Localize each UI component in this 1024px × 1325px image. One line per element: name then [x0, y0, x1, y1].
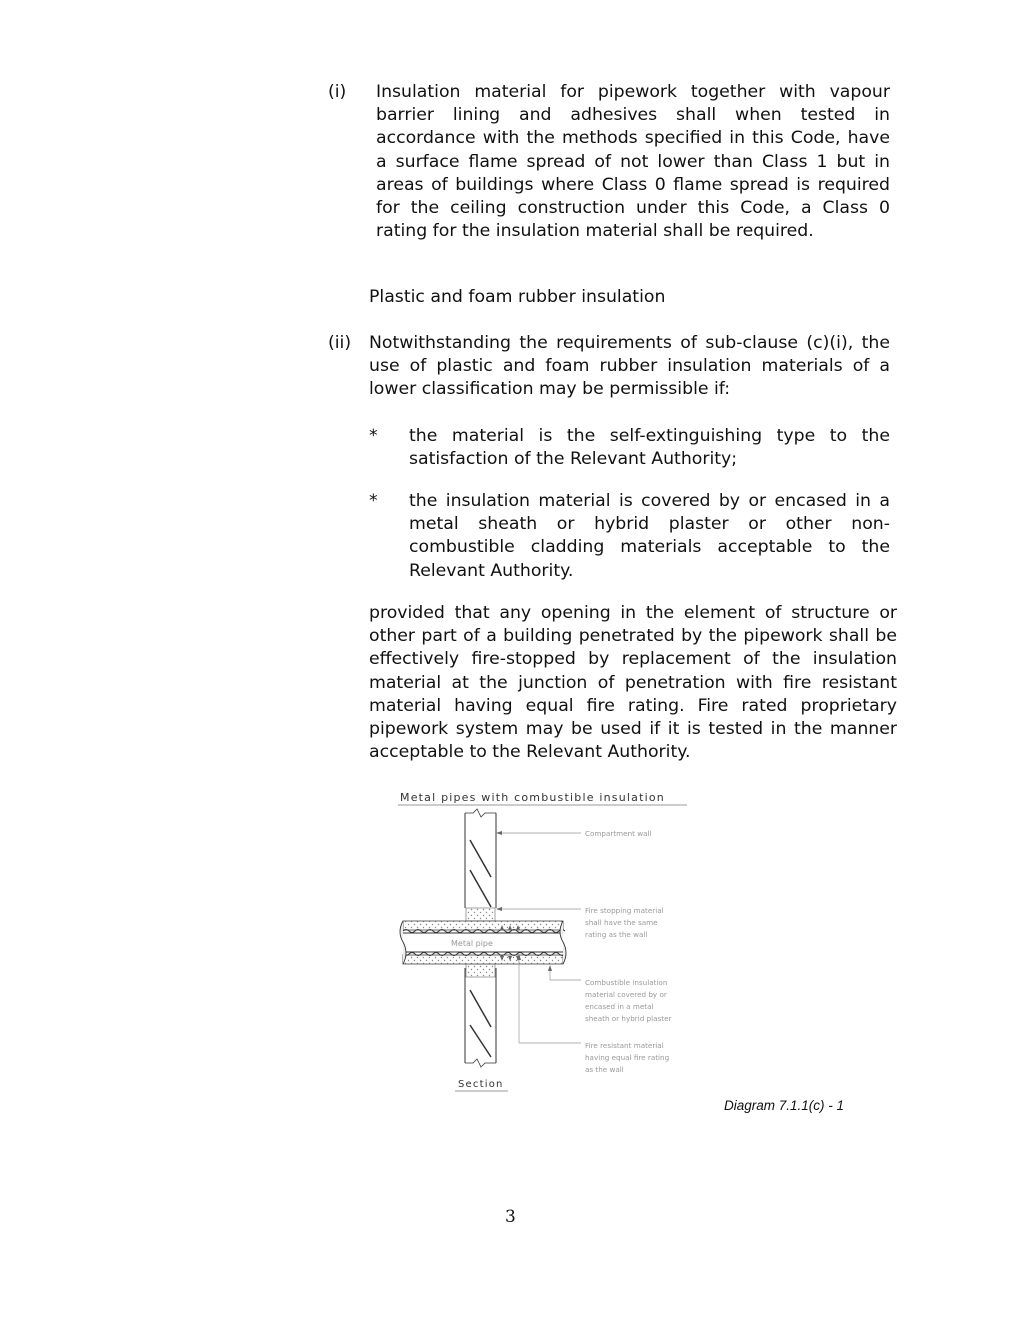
compartment-wall	[465, 809, 496, 1067]
clause-i-text: Insulation material for pipework together with vapour barrier lining and adhesives shall when tested in accordance with the methods specified in this Code, have a surface flame spread of not lower than Class 1 but in areas of buildings where Class 0 flame spread is required for the ceiling construction under this Code, a Class 0 rating for the insulation material shall be required.	[376, 82, 890, 242]
bullet-item: the material is the self-extinguishing type to the satisfaction of the Relevant Authority;	[409, 426, 890, 470]
arrow-wall	[496, 831, 502, 835]
fire-stopping-bottom	[466, 964, 495, 977]
pipe-label: Metal pipe	[451, 939, 493, 948]
section-label: Section	[458, 1079, 504, 1090]
callout-fire-stopping: rating as the wall	[585, 930, 648, 939]
bullet-item: the insulation material is covered by or encased in a metal sheath or hybrid plaster or other non-combustible cladding materials acceptable to the Relevant Authority.	[409, 491, 890, 581]
callout-fire-resistant: Fire resistant material	[585, 1041, 664, 1050]
pipe-penetration-diagram	[395, 785, 700, 1095]
clause-i-label: (i)	[328, 82, 347, 102]
clause-ii-label: (ii)	[328, 333, 352, 353]
diagram-caption: Diagram 7.1.1(c) - 1	[724, 1098, 845, 1113]
callout-fire-stopping: shall have the same	[585, 918, 658, 927]
callout-fire-resistant: having equal fire rating	[585, 1053, 670, 1062]
bullet-marker: *	[369, 491, 378, 511]
bullet-marker: *	[369, 426, 378, 446]
callout-insulation: sheath or hybrid plaster	[585, 1014, 672, 1023]
arrow-insulation	[548, 965, 552, 971]
diagram-title: Metal pipes with combustible insulation	[400, 791, 665, 804]
proviso-paragraph: provided that any opening in the element of structure or other part of a building penetrated by the pipework shall be effectively fire-stopped by replacement of the insulation material at the junction of penetration with fire resistant material having equal fire rating. Fire rated proprietary pipework system may be used if it is tested in the manner acceptable to the Relevant Authority.	[369, 603, 897, 763]
callout-wall: Compartment wall	[585, 829, 652, 838]
page-number: 3	[505, 1207, 516, 1227]
callout-fire-stopping: Fire stopping material	[585, 906, 664, 915]
clause-ii-text: Notwithstanding the requirements of sub-clause (c)(i), the use of plastic and foam rubber insulation materials of a lower classification may be permissible if:	[369, 333, 890, 400]
arrow-fire-stop	[496, 907, 502, 911]
subheading: Plastic and foam rubber insulation	[369, 287, 666, 307]
callout-insulation: material covered by or	[585, 990, 667, 999]
callout-insulation: encased in a metal	[585, 1002, 654, 1011]
callout-fire-resistant: as the wall	[585, 1065, 624, 1074]
fire-stopping-top	[466, 908, 495, 921]
callout-insulation: Combustible insulation	[585, 978, 668, 987]
insulation-bottom	[403, 955, 563, 964]
insulation-top	[403, 921, 563, 930]
